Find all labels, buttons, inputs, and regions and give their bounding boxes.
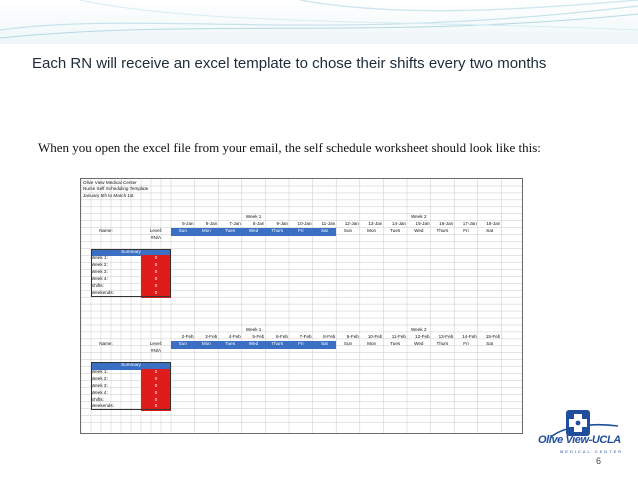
day-cell[interactable]: Tues <box>390 227 401 233</box>
summary-row-value[interactable]: 0 <box>141 283 171 291</box>
day-cell[interactable]: Wed <box>242 341 266 349</box>
header-line[interactable]: January 5th to March 1st <box>83 193 134 199</box>
day-cell[interactable]: Fri <box>463 340 469 346</box>
date-cell[interactable]: 6-Feb <box>275 333 288 339</box>
day-cell[interactable]: Fri <box>289 228 313 236</box>
date-cell[interactable]: 7-Feb <box>299 333 312 339</box>
summary-row-value[interactable]: 0 <box>141 403 171 411</box>
date-cell[interactable]: 14-Jan <box>391 220 406 226</box>
day-cell[interactable]: Thurs <box>436 227 449 233</box>
date-cell[interactable]: 3-Feb <box>205 333 218 339</box>
day-cell[interactable]: Thurs <box>436 340 449 346</box>
na-cell[interactable]: #N/A <box>150 234 162 240</box>
day-cell[interactable]: Wed <box>414 340 424 346</box>
date-cell[interactable]: 8-Feb <box>323 333 336 339</box>
day-cell[interactable]: Wed <box>242 228 266 236</box>
date-cell[interactable]: 13-Feb <box>438 333 454 339</box>
summary-row-value[interactable]: 0 <box>141 255 171 263</box>
summary-row-label[interactable]: Week 4: <box>91 276 108 282</box>
header-line[interactable]: Olive View Medical Center <box>83 179 137 185</box>
day-cell[interactable]: Sat <box>486 340 494 346</box>
name-label[interactable]: Name: <box>99 227 113 233</box>
day-cell[interactable]: Wed <box>414 227 424 233</box>
day-cell[interactable]: Sun <box>171 341 195 349</box>
day-cell[interactable]: Sat <box>313 228 337 236</box>
date-cell[interactable]: 9-Jan <box>276 220 288 226</box>
summary-row-value[interactable]: 0 <box>141 397 171 405</box>
summary-row-label[interactable]: Week 2: <box>91 262 108 268</box>
summary-frame <box>91 249 171 298</box>
summary-row-label[interactable]: Week 2: <box>91 375 108 381</box>
day-cell[interactable]: Sun <box>343 340 353 346</box>
name-label[interactable]: Name: <box>99 340 113 346</box>
date-cell[interactable]: 7-Jan <box>229 220 241 226</box>
day-cell[interactable]: Mon <box>195 341 219 349</box>
swoosh-decoration-icon <box>0 0 638 44</box>
summary-row-label[interactable]: Shifts: <box>91 283 104 289</box>
summary-row-value[interactable]: 0 <box>141 262 171 270</box>
summary-row-value[interactable]: 0 <box>141 276 171 284</box>
level-label[interactable]: Level: <box>149 340 163 346</box>
date-cell[interactable]: 15-Feb <box>485 333 501 339</box>
date-cell[interactable]: 10-Jan <box>297 220 312 226</box>
summary-row-value[interactable]: 0 <box>141 383 171 391</box>
summary-row-label[interactable]: Weekends: <box>91 403 114 409</box>
date-cell[interactable]: 8-Jan <box>252 220 265 226</box>
date-cell[interactable]: 12-Jan <box>344 220 359 226</box>
logo-subtext: MEDICAL CENTER <box>560 449 624 454</box>
summary-row-label[interactable]: Week 4: <box>91 389 108 395</box>
summary-row-value[interactable]: 0 <box>141 269 171 277</box>
day-cell[interactable]: Thurs <box>265 228 289 236</box>
level-label[interactable]: Level: <box>149 227 163 233</box>
week-label[interactable]: Week 1 <box>245 213 262 219</box>
day-cell[interactable]: Fri <box>289 341 313 349</box>
date-cell[interactable]: 11-Feb <box>391 333 406 339</box>
day-cell[interactable]: Mon <box>195 228 219 236</box>
slide-subtitle: When you open the excel file from your email, the self schedule worksheet should look like this: <box>38 140 541 155</box>
day-cell[interactable]: Tues <box>218 341 242 349</box>
day-cell[interactable]: Mon <box>367 227 377 233</box>
day-cell[interactable]: Fri <box>463 227 469 233</box>
date-cell[interactable]: 17-Jan <box>462 220 477 226</box>
header-line[interactable]: Nurse Self Scheduling Template <box>83 186 149 192</box>
day-cell[interactable]: Tues <box>218 228 242 236</box>
summary-header[interactable]: Summary <box>91 362 171 370</box>
day-cell[interactable]: Sun <box>171 228 195 236</box>
summary-row-value[interactable]: 0 <box>141 290 171 298</box>
day-cell[interactable]: Sat <box>313 341 337 349</box>
date-cell[interactable]: 5-Feb <box>252 333 265 339</box>
summary-row-label[interactable]: Week 1: <box>91 255 108 261</box>
decorative-header-band <box>0 0 638 44</box>
summary-row-value[interactable]: 0 <box>141 390 171 398</box>
day-cell[interactable]: Tues <box>390 340 401 346</box>
date-cell[interactable]: 13-Jan <box>368 220 383 226</box>
summary-row-label[interactable]: Week 3: <box>91 269 108 275</box>
date-cell[interactable]: 14-Feb <box>462 333 477 339</box>
day-cell[interactable]: Sat <box>486 227 494 233</box>
summary-frame <box>91 362 171 411</box>
date-cell[interactable]: 18-Jan <box>486 220 501 226</box>
day-cell[interactable]: Thurs <box>265 341 289 349</box>
date-cell[interactable]: 12-Feb <box>415 333 430 339</box>
slide-title: Each RN will receive an excel template to chose their shifts every two months <box>32 55 547 72</box>
week-label[interactable]: Week 2 <box>411 213 427 219</box>
day-cell[interactable]: Sun <box>343 227 353 233</box>
page-number: 6 <box>596 456 602 466</box>
date-cell[interactable]: 16-Jan <box>439 220 454 226</box>
date-cell[interactable]: 4-Feb <box>228 333 241 339</box>
date-cell[interactable]: 5-Jan <box>182 220 194 226</box>
date-cell[interactable]: 15-Jan <box>415 220 430 226</box>
schedule-worksheet <box>80 178 523 434</box>
day-cell[interactable]: Mon <box>367 340 377 346</box>
date-cell[interactable]: 10-Feb <box>367 333 383 339</box>
week-label[interactable]: Week 1 <box>245 327 262 333</box>
summary-row-label[interactable]: Week 1: <box>91 368 108 374</box>
summary-row-value[interactable]: 0 <box>141 369 171 377</box>
na-cell[interactable]: #N/A <box>150 347 162 353</box>
summary-row-label[interactable]: Shifts: <box>91 396 104 402</box>
summary-header[interactable]: Summary <box>91 249 171 257</box>
week-label[interactable]: Week 2 <box>411 327 427 333</box>
date-cell[interactable]: 6-Jan <box>205 220 218 226</box>
summary-row-label[interactable]: Week 3: <box>91 382 108 388</box>
summary-row-label[interactable]: Weekends: <box>91 290 114 296</box>
date-cell[interactable]: 11-Jan <box>321 220 336 226</box>
logo-name: Olive View-UCLA <box>538 434 621 446</box>
date-cell[interactable]: 9-Feb <box>346 333 359 339</box>
summary-row-value[interactable]: 0 <box>141 376 171 384</box>
date-cell[interactable]: 2-Feb <box>181 333 194 339</box>
